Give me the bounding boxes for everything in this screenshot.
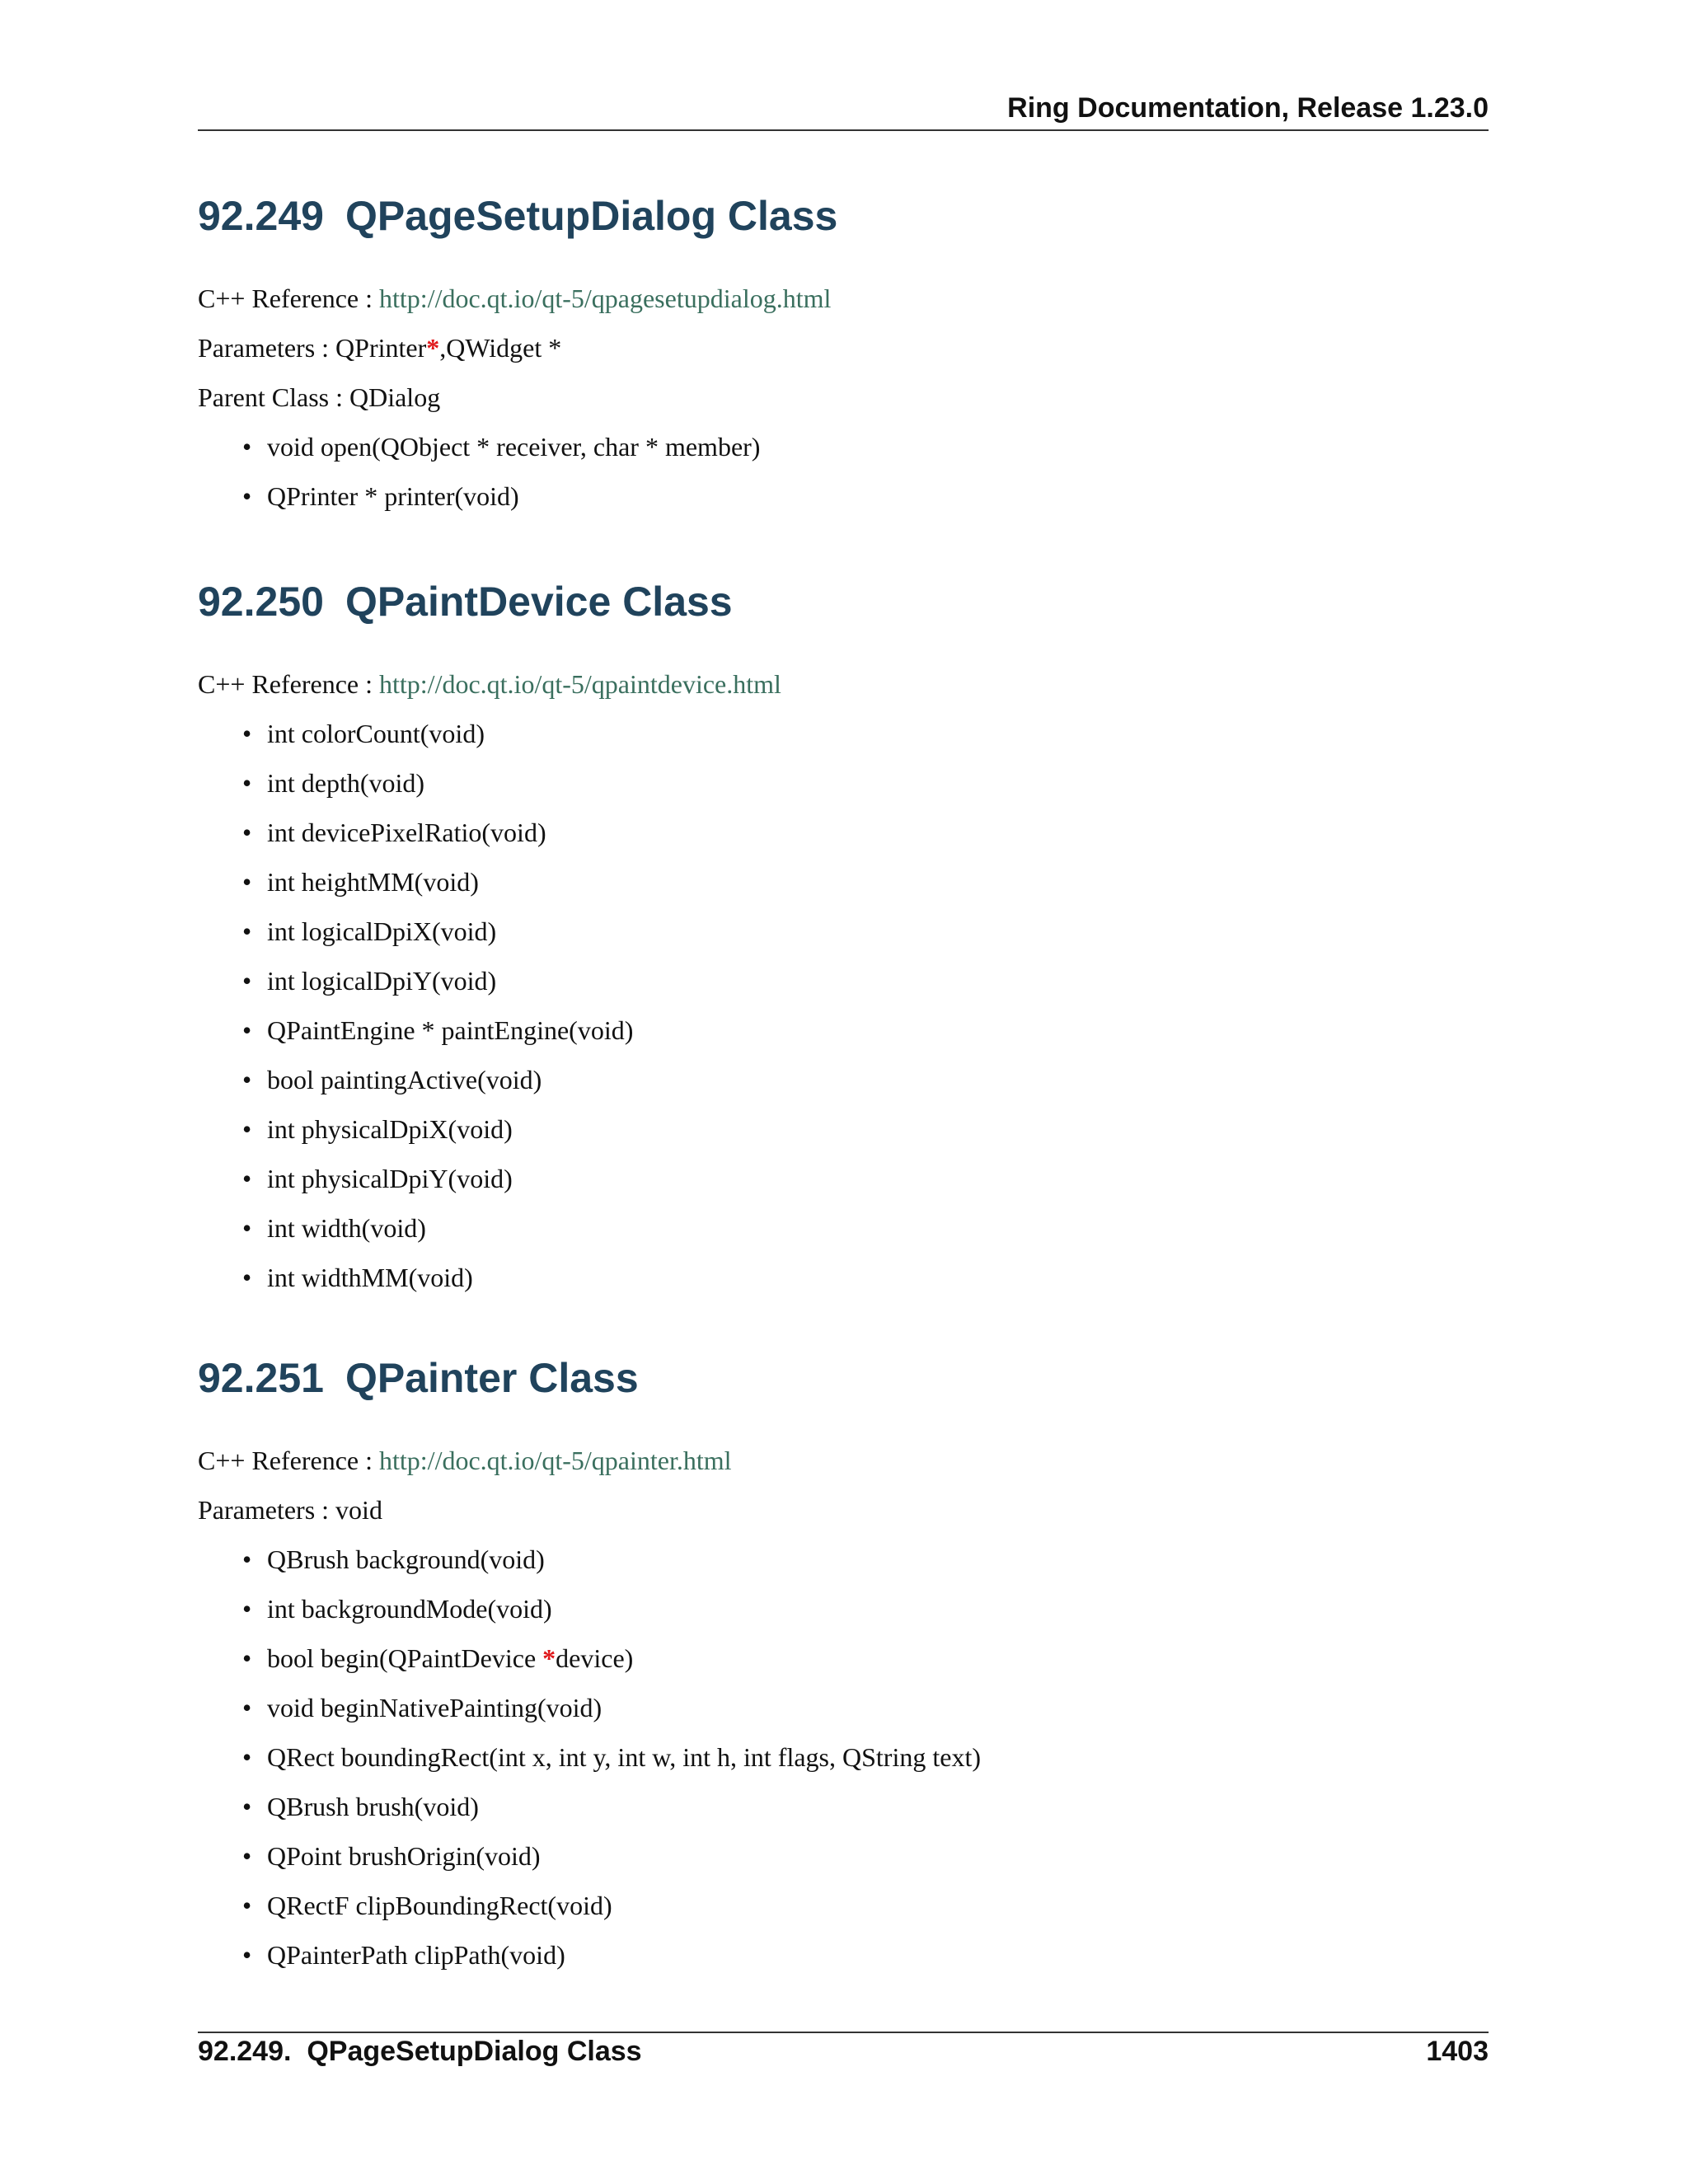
- cpp-reference: [198, 659, 1489, 709]
- list-item: [198, 1203, 1489, 1253]
- section-heading: [198, 191, 1489, 241]
- reference-label: C++ Reference :: [198, 669, 373, 699]
- list-item: [198, 857, 1489, 907]
- bullet: •: [242, 1065, 252, 1094]
- method-signature: bool begin(QPaintDevice: [267, 1643, 543, 1673]
- method-signature: int heightMM(void): [267, 867, 479, 897]
- list-item: [198, 1005, 1489, 1055]
- bullet: •: [242, 432, 252, 462]
- method-signature: int devicePixelRatio(void): [267, 818, 546, 847]
- list-item: [198, 1104, 1489, 1154]
- method-signature: int width(void): [267, 1213, 426, 1243]
- method-signature: void open(QObject * receiver, char * member): [267, 432, 761, 462]
- list-item: [198, 808, 1489, 857]
- reference-link[interactable]: http://doc.qt.io/qt-5/qpaintdevice.html: [379, 669, 781, 699]
- bullet: •: [242, 1742, 252, 1772]
- section-title: QPageSetupDialog Class: [345, 193, 838, 239]
- method-signature: QPrinter * printer(void): [267, 481, 519, 511]
- method-signature: QPoint brushOrigin(void): [267, 1841, 541, 1871]
- cpp-reference: [198, 274, 1489, 323]
- page-number: 1403: [1426, 2036, 1489, 2067]
- list-item: [198, 1055, 1489, 1104]
- method-signature: int widthMM(void): [267, 1263, 473, 1292]
- list-item: [198, 1732, 1489, 1782]
- list-item: [198, 1253, 1489, 1302]
- method-list: [198, 422, 1489, 521]
- parameters: [198, 323, 1489, 373]
- parent-class-value: QDialog: [349, 382, 441, 412]
- document-page: [198, 0, 1489, 2184]
- method-signature: int depth(void): [267, 768, 425, 798]
- section-number: 92.250: [198, 579, 324, 625]
- parameters-value-end: ,QWidget *: [439, 333, 562, 363]
- bullet: •: [242, 481, 252, 511]
- method-signature: int logicalDpiX(void): [267, 916, 497, 946]
- method-signature: int colorCount(void): [267, 719, 485, 748]
- section-title: QPaintDevice Class: [345, 579, 733, 625]
- list-item: [198, 907, 1489, 956]
- bullet: •: [242, 1544, 252, 1574]
- bullet: •: [242, 916, 252, 946]
- method-signature: int physicalDpiX(void): [267, 1114, 513, 1144]
- bullet: •: [242, 1792, 252, 1821]
- method-signature: int logicalDpiY(void): [267, 966, 497, 996]
- method-signature: int physicalDpiY(void): [267, 1164, 513, 1193]
- list-item: [198, 1881, 1489, 1930]
- section-qpaintdevice: [198, 577, 1489, 1302]
- bullet: •: [242, 1015, 252, 1045]
- bullet: •: [242, 1213, 252, 1243]
- running-header: Ring Documentation, Release 1.23.0: [1007, 92, 1489, 124]
- method-signature: bool paintingActive(void): [267, 1065, 542, 1094]
- bullet: •: [242, 1263, 252, 1292]
- list-item: [198, 471, 1489, 521]
- bullet: •: [242, 867, 252, 897]
- method-signature: int backgroundMode(void): [267, 1594, 552, 1624]
- parameters: [198, 1485, 1489, 1535]
- list-item: [198, 758, 1489, 808]
- bullet: •: [242, 719, 252, 748]
- parameters-label: Parameters :: [198, 1495, 330, 1525]
- section-heading: [198, 1353, 1489, 1403]
- bullet: •: [242, 818, 252, 847]
- bullet: •: [242, 1891, 252, 1920]
- list-item: [198, 1535, 1489, 1584]
- bullet: •: [242, 768, 252, 798]
- parameters-label: Parameters :: [198, 333, 330, 363]
- bullet: •: [242, 1643, 252, 1673]
- footer-divider: [198, 2032, 1489, 2033]
- method-signature: QBrush background(void): [267, 1544, 545, 1574]
- reference-link[interactable]: http://doc.qt.io/qt-5/qpagesetupdialog.html: [379, 284, 832, 313]
- list-item: [198, 1930, 1489, 1980]
- method-signature: QPaintEngine * paintEngine(void): [267, 1015, 634, 1045]
- section-qpainter: [198, 1353, 1489, 1980]
- bullet: •: [242, 1164, 252, 1193]
- list-item: [198, 1831, 1489, 1881]
- pointer-star: *: [542, 1643, 556, 1673]
- section-number: 92.249: [198, 193, 324, 239]
- parent-class-label: Parent Class :: [198, 382, 343, 412]
- section-title: QPainter Class: [345, 1355, 639, 1401]
- list-item: [198, 1584, 1489, 1633]
- parameters-value-start: QPrinter: [335, 333, 427, 363]
- list-item: [198, 709, 1489, 758]
- method-signature: QPainterPath clipPath(void): [267, 1940, 565, 1970]
- bullet: •: [242, 1114, 252, 1144]
- pointer-star: *: [426, 333, 440, 363]
- parent-class: [198, 373, 1489, 422]
- cpp-reference: [198, 1436, 1489, 1485]
- section-qpagesetupdialog: [198, 191, 1489, 521]
- method-signature: QRectF clipBoundingRect(void): [267, 1891, 612, 1920]
- bullet: •: [242, 1693, 252, 1722]
- list-item: [198, 1782, 1489, 1831]
- list-item: [198, 1683, 1489, 1732]
- section-heading: [198, 577, 1489, 626]
- list-item: [198, 1154, 1489, 1203]
- bullet: •: [242, 1594, 252, 1624]
- list-item: [198, 1633, 1489, 1683]
- method-signature-end: device): [556, 1643, 634, 1673]
- method-list: [198, 709, 1489, 1302]
- method-signature: QBrush brush(void): [267, 1792, 479, 1821]
- bullet: •: [242, 1841, 252, 1871]
- footer-section-title: 92.249. QPageSetupDialog Class: [198, 2036, 642, 2067]
- method-signature: QRect boundingRect(int x, int y, int w, int h, int flags, QString text): [267, 1742, 981, 1772]
- parameters-value: void: [335, 1495, 382, 1525]
- method-signature: void beginNativePainting(void): [267, 1693, 603, 1722]
- reference-link[interactable]: http://doc.qt.io/qt-5/qpainter.html: [379, 1446, 732, 1475]
- method-list: [198, 1535, 1489, 1980]
- header-divider: [198, 129, 1489, 131]
- section-number: 92.251: [198, 1355, 324, 1401]
- list-item: [198, 956, 1489, 1005]
- reference-label: C++ Reference :: [198, 284, 373, 313]
- bullet: •: [242, 966, 252, 996]
- bullet: •: [242, 1940, 252, 1970]
- list-item: [198, 422, 1489, 471]
- reference-label: C++ Reference :: [198, 1446, 373, 1475]
